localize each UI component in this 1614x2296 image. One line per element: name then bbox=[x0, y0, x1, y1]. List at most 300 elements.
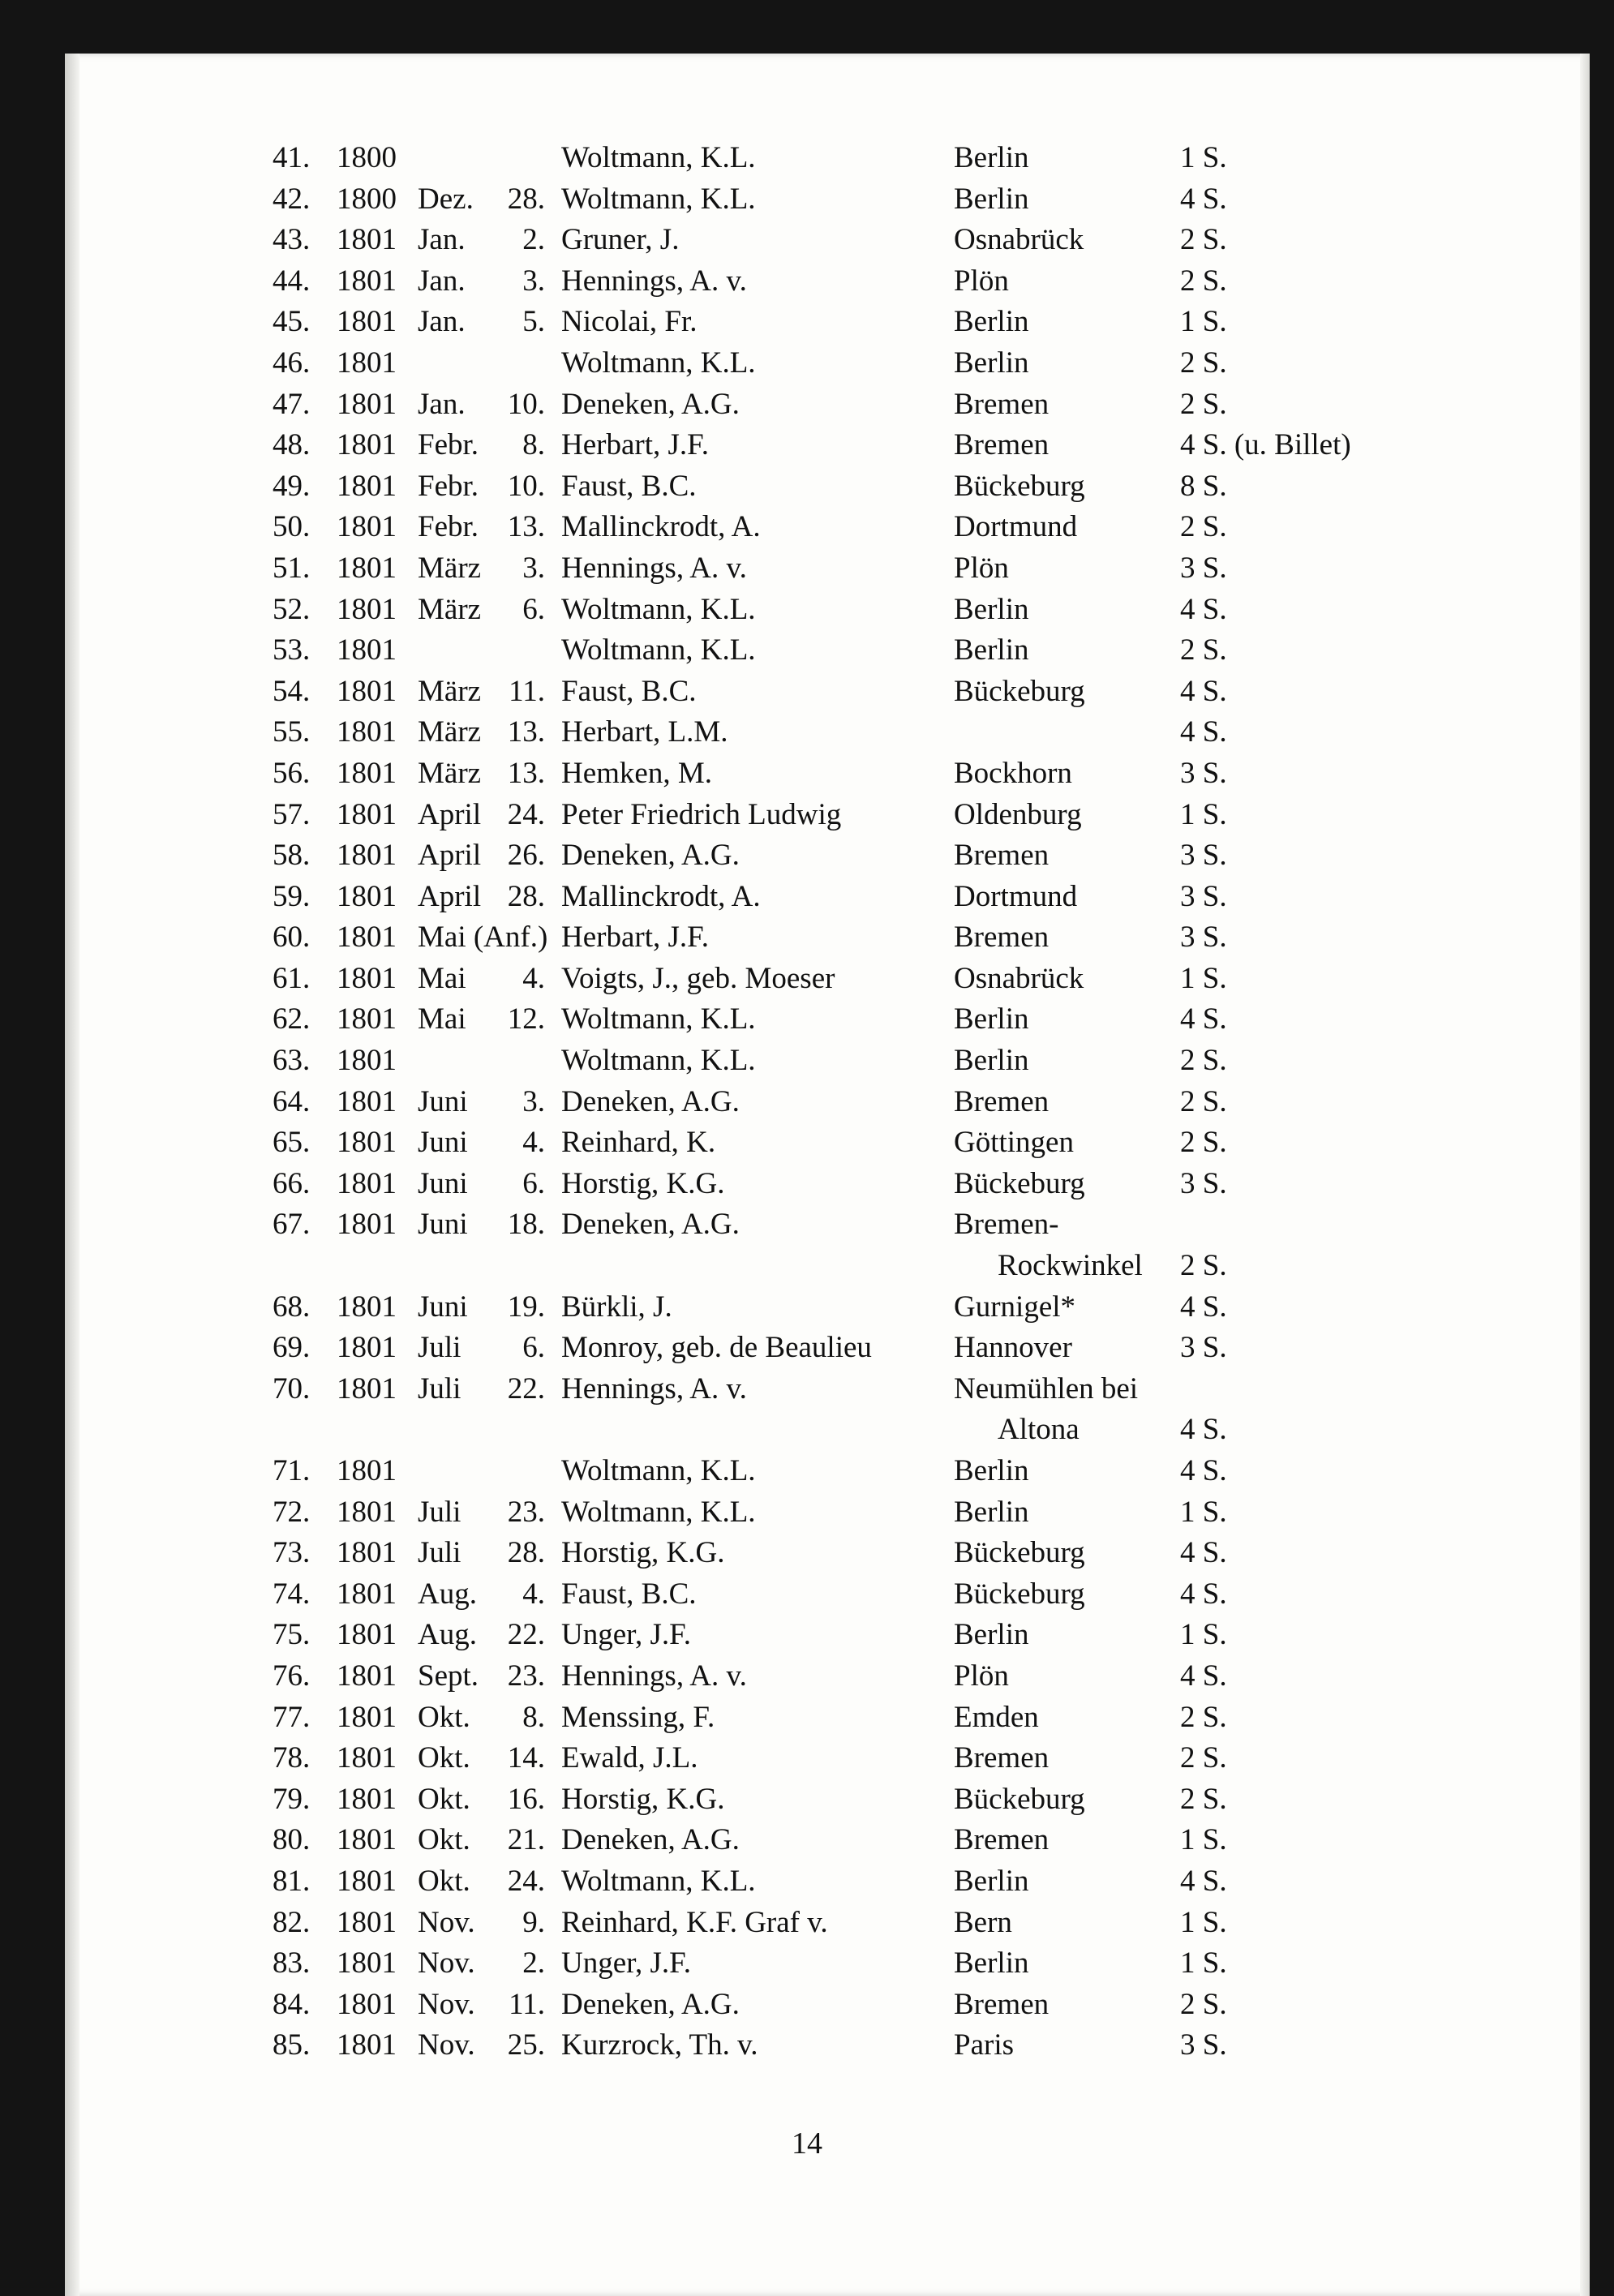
entry-month: März bbox=[418, 551, 482, 585]
list-item bbox=[0, 1492, 1614, 1534]
entry-sheets: 2 S. bbox=[1180, 1084, 1227, 1118]
list-item bbox=[0, 753, 1614, 795]
entry-day: 24. bbox=[507, 797, 545, 831]
entry-year: 1801 bbox=[337, 1290, 397, 1324]
entry-place: Bockhorn bbox=[954, 756, 1072, 790]
entry-day: 18. bbox=[507, 1208, 545, 1242]
entry-place: Plön bbox=[954, 551, 1009, 585]
entry-num: 58. bbox=[273, 839, 311, 873]
list-item bbox=[0, 1369, 1614, 1410]
entry-num: 43. bbox=[273, 223, 311, 257]
entry-num: 73. bbox=[273, 1536, 311, 1570]
entry-place: Bückeburg bbox=[954, 674, 1085, 708]
entry-month: Okt. bbox=[418, 1782, 470, 1816]
entry-num: 52. bbox=[273, 592, 311, 626]
entry-name: Woltmann, K.L. bbox=[561, 182, 756, 216]
entry-name: Woltmann, K.L. bbox=[561, 345, 756, 380]
entry-sheets: 2 S. bbox=[1180, 1782, 1227, 1816]
entry-day: 21. bbox=[507, 1823, 545, 1857]
entry-month: Mai bbox=[418, 1002, 466, 1036]
entry-name: Hennings, A. v. bbox=[561, 264, 747, 298]
entry-year: 1801 bbox=[337, 592, 397, 626]
entry-day: 19. bbox=[507, 1290, 545, 1324]
entry-place: Osnabrück bbox=[954, 961, 1084, 995]
entry-day: 8. bbox=[522, 1700, 545, 1734]
entry-name: Mallinckrodt, A. bbox=[561, 879, 761, 913]
entry-name: Deneken, A.G. bbox=[561, 1823, 740, 1857]
list-item bbox=[0, 1903, 1614, 1944]
entry-year: 1801 bbox=[337, 1126, 397, 1160]
entry-year: 1801 bbox=[337, 2028, 397, 2062]
entry-num: 41. bbox=[273, 141, 311, 174]
entry-place: Emden bbox=[954, 1700, 1039, 1734]
list-item bbox=[0, 507, 1614, 548]
list-item bbox=[0, 1820, 1614, 1861]
entry-num: 82. bbox=[273, 1905, 311, 1939]
letter-list bbox=[0, 138, 1614, 2066]
entry-sheets: 2 S. bbox=[1180, 1249, 1227, 1283]
entry-year: 1801 bbox=[337, 1454, 397, 1487]
entry-day: 6. bbox=[522, 592, 545, 626]
entry-sheets: 1 S. bbox=[1180, 961, 1227, 995]
entry-month: Febr. bbox=[418, 469, 479, 503]
entry-num: 44. bbox=[273, 264, 311, 298]
entry-year: 1801 bbox=[337, 961, 397, 995]
entry-num: 76. bbox=[273, 1659, 311, 1693]
entry-day: 8. bbox=[522, 428, 545, 462]
entry-year: 1801 bbox=[337, 674, 397, 708]
entry-name: Monroy, geb. de Beaulieu bbox=[561, 1331, 872, 1365]
entry-year: 1801 bbox=[337, 510, 397, 544]
entry-name: Woltmann, K.L. bbox=[561, 633, 756, 667]
entry-sheets: 2 S. bbox=[1180, 1044, 1227, 1078]
entry-num: 50. bbox=[273, 510, 311, 544]
entry-sheets: 4 S. bbox=[1180, 182, 1227, 216]
entry-sheets: 3 S. bbox=[1180, 921, 1227, 955]
entry-month: April bbox=[418, 879, 482, 913]
entry-num: 80. bbox=[273, 1823, 311, 1857]
entry-sheets: 3 S. bbox=[1180, 756, 1227, 790]
entry-num: 53. bbox=[273, 633, 311, 667]
entry-sheets: 4 S. bbox=[1180, 1454, 1227, 1487]
list-item-continuation bbox=[0, 1246, 1614, 1287]
entry-year: 1801 bbox=[337, 387, 397, 421]
entry-name: Ewald, J.L. bbox=[561, 1741, 698, 1775]
entry-year: 1801 bbox=[337, 469, 397, 503]
list-item bbox=[0, 712, 1614, 753]
list-item bbox=[0, 1122, 1614, 1164]
entry-sheets: 1 S. bbox=[1180, 797, 1227, 831]
list-item bbox=[0, 590, 1614, 631]
entry-place: Gurnigel* bbox=[954, 1290, 1076, 1324]
entry-sheets: 2 S. bbox=[1180, 387, 1227, 421]
entry-month: Jan. bbox=[418, 305, 466, 339]
entry-month: Okt. bbox=[418, 1700, 470, 1734]
entry-name: Reinhard, K.F. Graf v. bbox=[561, 1905, 828, 1939]
list-item bbox=[0, 466, 1614, 508]
entry-sheets: 2 S. bbox=[1180, 1741, 1227, 1775]
list-item bbox=[0, 343, 1614, 384]
entry-place: Bückeburg bbox=[954, 1577, 1085, 1611]
entry-name: Voigts, J., geb. Moeser bbox=[561, 961, 835, 995]
entry-year: 1801 bbox=[337, 1331, 397, 1365]
entry-sheets: 1 S. bbox=[1180, 305, 1227, 339]
entry-place: Berlin bbox=[954, 1454, 1029, 1487]
entry-name: Nicolai, Fr. bbox=[561, 305, 698, 339]
entry-year: 1801 bbox=[337, 715, 397, 749]
entry-name: Unger, J.F. bbox=[561, 1618, 691, 1652]
entry-name: Herbart, J.F. bbox=[561, 921, 710, 955]
list-item bbox=[0, 261, 1614, 303]
list-item bbox=[0, 425, 1614, 466]
list-item bbox=[0, 220, 1614, 261]
entry-place: Berlin bbox=[954, 1495, 1029, 1529]
entry-sheets: 2 S. bbox=[1180, 345, 1227, 380]
entry-num: 78. bbox=[273, 1741, 311, 1775]
list-item bbox=[0, 1779, 1614, 1821]
entry-place: Dortmund bbox=[954, 879, 1078, 913]
entry-name: Hemken, M. bbox=[561, 756, 712, 790]
entry-month: Juli bbox=[418, 1371, 461, 1405]
entry-month: April bbox=[418, 797, 482, 831]
entry-num: 61. bbox=[273, 961, 311, 995]
entry-num: 79. bbox=[273, 1782, 311, 1816]
entry-place: Berlin bbox=[954, 1946, 1029, 1981]
entry-year: 1801 bbox=[337, 1577, 397, 1611]
entry-name: Faust, B.C. bbox=[561, 1577, 697, 1611]
entry-place: Berlin bbox=[954, 182, 1029, 216]
entry-month: Nov. bbox=[418, 1905, 475, 1939]
entry-place: Berlin bbox=[954, 1618, 1029, 1652]
entry-num: 75. bbox=[273, 1618, 311, 1652]
entry-year: 1801 bbox=[337, 264, 397, 298]
entry-sheets: 8 S. bbox=[1180, 469, 1227, 503]
list-item bbox=[0, 138, 1614, 179]
entry-year: 1801 bbox=[337, 1084, 397, 1118]
entry-num: 64. bbox=[273, 1084, 311, 1118]
entry-place: Bückeburg bbox=[954, 1536, 1085, 1570]
entry-name: Deneken, A.G. bbox=[561, 1208, 740, 1242]
entry-place: Hannover bbox=[954, 1331, 1072, 1365]
entry-name: Woltmann, K.L. bbox=[561, 1002, 756, 1036]
entry-year: 1801 bbox=[337, 551, 397, 585]
list-item bbox=[0, 1697, 1614, 1739]
entry-place: Bremen bbox=[954, 1987, 1050, 2021]
entry-year: 1801 bbox=[337, 1044, 397, 1078]
list-item bbox=[0, 959, 1614, 1000]
entry-day: 3. bbox=[522, 551, 545, 585]
entry-name: Gruner, J. bbox=[561, 223, 680, 257]
entry-sheets: 3 S. bbox=[1180, 2028, 1227, 2062]
entry-month: Okt. bbox=[418, 1823, 470, 1857]
entry-month: Okt. bbox=[418, 1741, 470, 1775]
entry-name: Woltmann, K.L. bbox=[561, 1044, 756, 1078]
entry-sheets: 1 S. bbox=[1180, 1905, 1227, 1939]
entry-name: Bürkli, J. bbox=[561, 1290, 672, 1324]
entry-day: 4. bbox=[522, 961, 545, 995]
entry-num: 49. bbox=[273, 469, 311, 503]
entry-num: 69. bbox=[273, 1331, 311, 1365]
list-item bbox=[0, 1861, 1614, 1903]
entry-year: 1801 bbox=[337, 1823, 397, 1857]
entry-year: 1801 bbox=[337, 921, 397, 955]
entry-month: Jan. bbox=[418, 264, 466, 298]
entry-place: Dortmund bbox=[954, 510, 1078, 544]
entry-sheets: 3 S. bbox=[1180, 551, 1227, 585]
entry-sheets: 2 S. bbox=[1180, 1126, 1227, 1160]
entry-num: 63. bbox=[273, 1044, 311, 1078]
list-item bbox=[0, 999, 1614, 1041]
entry-name: Faust, B.C. bbox=[561, 674, 697, 708]
entry-name: Deneken, A.G. bbox=[561, 1084, 740, 1118]
list-item bbox=[0, 384, 1614, 426]
entry-place: Neumühlen bei bbox=[954, 1371, 1139, 1405]
entry-place: Plön bbox=[954, 264, 1009, 298]
entry-year: 1801 bbox=[337, 1208, 397, 1242]
entry-sheets: 3 S. bbox=[1180, 879, 1227, 913]
entry-sheets: 2 S. bbox=[1180, 1987, 1227, 2021]
entry-day: 14. bbox=[507, 1741, 545, 1775]
entry-name: Deneken, A.G. bbox=[561, 1987, 740, 2021]
list-item bbox=[0, 1615, 1614, 1656]
list-item bbox=[0, 302, 1614, 343]
entry-month: Juli bbox=[418, 1536, 461, 1570]
entry-year: 1801 bbox=[337, 797, 397, 831]
list-item bbox=[0, 1985, 1614, 2026]
entry-sheets: 1 S. bbox=[1180, 1946, 1227, 1981]
entry-year: 1800 bbox=[337, 182, 397, 216]
entry-place: Bern bbox=[954, 1905, 1012, 1939]
list-item bbox=[0, 1738, 1614, 1779]
entry-day: 3. bbox=[522, 264, 545, 298]
entry-year: 1801 bbox=[337, 1371, 397, 1405]
entry-month: Febr. bbox=[418, 510, 479, 544]
entry-year: 1801 bbox=[337, 1618, 397, 1652]
entry-month: Sept. bbox=[418, 1659, 479, 1693]
entry-num: 65. bbox=[273, 1126, 311, 1160]
list-item-continuation bbox=[0, 1410, 1614, 1451]
entry-name: Peter Friedrich Ludwig bbox=[561, 797, 842, 831]
entry-sheets: 1 S. bbox=[1180, 141, 1227, 174]
entry-name: Hennings, A. v. bbox=[561, 1659, 747, 1693]
entry-name: Mallinckrodt, A. bbox=[561, 510, 761, 544]
entry-name: Menssing, F. bbox=[561, 1700, 715, 1734]
entry-year: 1801 bbox=[337, 428, 397, 462]
entry-num: 77. bbox=[273, 1700, 311, 1734]
entry-sheets: 4 S. bbox=[1180, 592, 1227, 626]
entry-month: Juni bbox=[418, 1166, 468, 1200]
list-item bbox=[0, 795, 1614, 836]
entry-sheets: 4 S. bbox=[1180, 1413, 1227, 1447]
entry-name: Horstig, K.G. bbox=[561, 1166, 725, 1200]
entry-sheets: 4 S. bbox=[1180, 1577, 1227, 1611]
entry-sheets: 3 S. bbox=[1180, 839, 1227, 873]
entry-num: 54. bbox=[273, 674, 311, 708]
entry-year: 1801 bbox=[337, 1864, 397, 1898]
entry-day: 16. bbox=[507, 1782, 545, 1816]
entry-year: 1801 bbox=[337, 1946, 397, 1981]
list-item bbox=[0, 1451, 1614, 1492]
entry-sheets: 3 S. bbox=[1180, 1331, 1227, 1365]
entry-day: 9. bbox=[522, 1905, 545, 1939]
entry-month: Nov. bbox=[418, 1946, 475, 1981]
entry-place: Berlin bbox=[954, 1864, 1029, 1898]
entry-sheets: 2 S. bbox=[1180, 510, 1227, 544]
entry-month: Juni bbox=[418, 1208, 468, 1242]
entry-place: Paris bbox=[954, 2028, 1014, 2062]
entry-sheets: 1 S. bbox=[1180, 1618, 1227, 1652]
entry-place: Bremen bbox=[954, 1823, 1050, 1857]
entry-place: Osnabrück bbox=[954, 223, 1084, 257]
entry-month: März bbox=[418, 715, 482, 749]
entry-sheets: 4 S. bbox=[1180, 1864, 1227, 1898]
entry-num: 66. bbox=[273, 1166, 311, 1200]
entry-num: 74. bbox=[273, 1577, 311, 1611]
list-item bbox=[0, 1328, 1614, 1369]
entry-day: 2. bbox=[522, 1946, 545, 1981]
entry-name: Deneken, A.G. bbox=[561, 387, 740, 421]
entry-day: 6. bbox=[522, 1331, 545, 1365]
entry-name: Woltmann, K.L. bbox=[561, 141, 756, 174]
entry-place: Bremen bbox=[954, 1084, 1050, 1118]
entry-year: 1801 bbox=[337, 1002, 397, 1036]
entry-place: Berlin bbox=[954, 1002, 1029, 1036]
entry-day: 6. bbox=[522, 1166, 545, 1200]
entry-num: 71. bbox=[273, 1454, 311, 1487]
entry-year: 1801 bbox=[337, 756, 397, 790]
entry-month: Mai (Anf.) bbox=[418, 921, 548, 955]
entry-year: 1801 bbox=[337, 839, 397, 873]
entry-day: 13. bbox=[507, 510, 545, 544]
entry-sheets: 2 S. bbox=[1180, 1700, 1227, 1734]
entry-month: Aug. bbox=[418, 1577, 477, 1611]
entry-place-continuation: Altona bbox=[998, 1413, 1080, 1447]
entry-year: 1801 bbox=[337, 1700, 397, 1734]
entry-place: Plön bbox=[954, 1659, 1009, 1693]
entry-day: 22. bbox=[507, 1618, 545, 1652]
entry-sheets: 4 S. bbox=[1180, 674, 1227, 708]
entry-day: 25. bbox=[507, 2028, 545, 2062]
entry-num: 70. bbox=[273, 1371, 311, 1405]
entry-month: Juni bbox=[418, 1084, 468, 1118]
list-item bbox=[0, 2025, 1614, 2066]
entry-month: Okt. bbox=[418, 1864, 470, 1898]
entry-month: Juli bbox=[418, 1331, 461, 1365]
entry-name: Kurzrock, Th. v. bbox=[561, 2028, 758, 2062]
entry-year: 1801 bbox=[337, 1782, 397, 1816]
list-item bbox=[0, 1082, 1614, 1123]
entry-name: Herbart, J.F. bbox=[561, 428, 710, 462]
entry-year: 1801 bbox=[337, 1987, 397, 2021]
entry-num: 55. bbox=[273, 715, 311, 749]
entry-day: 4. bbox=[522, 1577, 545, 1611]
entry-sheets: 4 S. (u. Billet) bbox=[1180, 428, 1351, 462]
list-item bbox=[0, 1204, 1614, 1246]
entry-name: Faust, B.C. bbox=[561, 469, 697, 503]
entry-month: Jan. bbox=[418, 387, 466, 421]
entry-num: 59. bbox=[273, 879, 311, 913]
entry-day: 10. bbox=[507, 387, 545, 421]
list-item bbox=[0, 1287, 1614, 1328]
entry-name: Reinhard, K. bbox=[561, 1126, 716, 1160]
entry-year: 1801 bbox=[337, 223, 397, 257]
entry-month: März bbox=[418, 592, 482, 626]
entry-sheets: 2 S. bbox=[1180, 264, 1227, 298]
entry-num: 67. bbox=[273, 1208, 311, 1242]
entry-sheets: 4 S. bbox=[1180, 1659, 1227, 1693]
list-item bbox=[0, 179, 1614, 221]
entry-place: Göttingen bbox=[954, 1126, 1074, 1160]
list-item bbox=[0, 835, 1614, 877]
entry-num: 57. bbox=[273, 797, 311, 831]
entry-month: Jan. bbox=[418, 223, 466, 257]
entry-num: 60. bbox=[273, 921, 311, 955]
entry-place: Berlin bbox=[954, 141, 1029, 174]
entry-year: 1800 bbox=[337, 141, 397, 174]
entry-num: 45. bbox=[273, 305, 311, 339]
entry-num: 47. bbox=[273, 387, 311, 421]
entry-sheets: 1 S. bbox=[1180, 1495, 1227, 1529]
list-item bbox=[0, 1041, 1614, 1082]
list-item bbox=[0, 1164, 1614, 1205]
entry-place: Bremen- bbox=[954, 1208, 1059, 1242]
entry-name: Woltmann, K.L. bbox=[561, 1864, 756, 1898]
list-item bbox=[0, 1943, 1614, 1985]
entry-num: 42. bbox=[273, 182, 311, 216]
entry-place: Bückeburg bbox=[954, 1166, 1085, 1200]
entry-name: Hennings, A. v. bbox=[561, 1371, 747, 1405]
entry-month: März bbox=[418, 674, 482, 708]
entry-name: Unger, J.F. bbox=[561, 1946, 691, 1981]
entry-day: 26. bbox=[507, 839, 545, 873]
entry-place: Bremen bbox=[954, 921, 1050, 955]
entry-num: 84. bbox=[273, 1987, 311, 2021]
entry-month: Dez. bbox=[418, 182, 474, 216]
entry-sheets: 4 S. bbox=[1180, 1290, 1227, 1324]
entry-day: 28. bbox=[507, 182, 545, 216]
entry-name: Horstig, K.G. bbox=[561, 1782, 725, 1816]
entry-num: 68. bbox=[273, 1290, 311, 1324]
list-item bbox=[0, 630, 1614, 672]
entry-day: 11. bbox=[509, 674, 545, 708]
entry-day: 28. bbox=[507, 879, 545, 913]
entry-num: 46. bbox=[273, 345, 311, 380]
entry-name: Hennings, A. v. bbox=[561, 551, 747, 585]
list-item bbox=[0, 877, 1614, 918]
entry-name: Woltmann, K.L. bbox=[561, 592, 756, 626]
entry-name: Herbart, L.M. bbox=[561, 715, 728, 749]
entry-place: Bremen bbox=[954, 387, 1050, 421]
page-number: 14 bbox=[792, 2126, 822, 2161]
entry-place: Berlin bbox=[954, 345, 1029, 380]
entry-year: 1801 bbox=[337, 1741, 397, 1775]
entry-sheets: 4 S. bbox=[1180, 715, 1227, 749]
entry-num: 81. bbox=[273, 1864, 311, 1898]
entry-month: Nov. bbox=[418, 1987, 475, 2021]
entry-day: 4. bbox=[522, 1126, 545, 1160]
entry-num: 51. bbox=[273, 551, 311, 585]
entry-num: 48. bbox=[273, 428, 311, 462]
entry-year: 1801 bbox=[337, 345, 397, 380]
entry-name: Woltmann, K.L. bbox=[561, 1454, 756, 1487]
entry-day: 24. bbox=[507, 1864, 545, 1898]
entry-place: Berlin bbox=[954, 633, 1029, 667]
entry-year: 1801 bbox=[337, 1166, 397, 1200]
entry-day: 22. bbox=[507, 1371, 545, 1405]
entry-num: 83. bbox=[273, 1946, 311, 1981]
entry-month: März bbox=[418, 756, 482, 790]
entry-num: 72. bbox=[273, 1495, 311, 1529]
